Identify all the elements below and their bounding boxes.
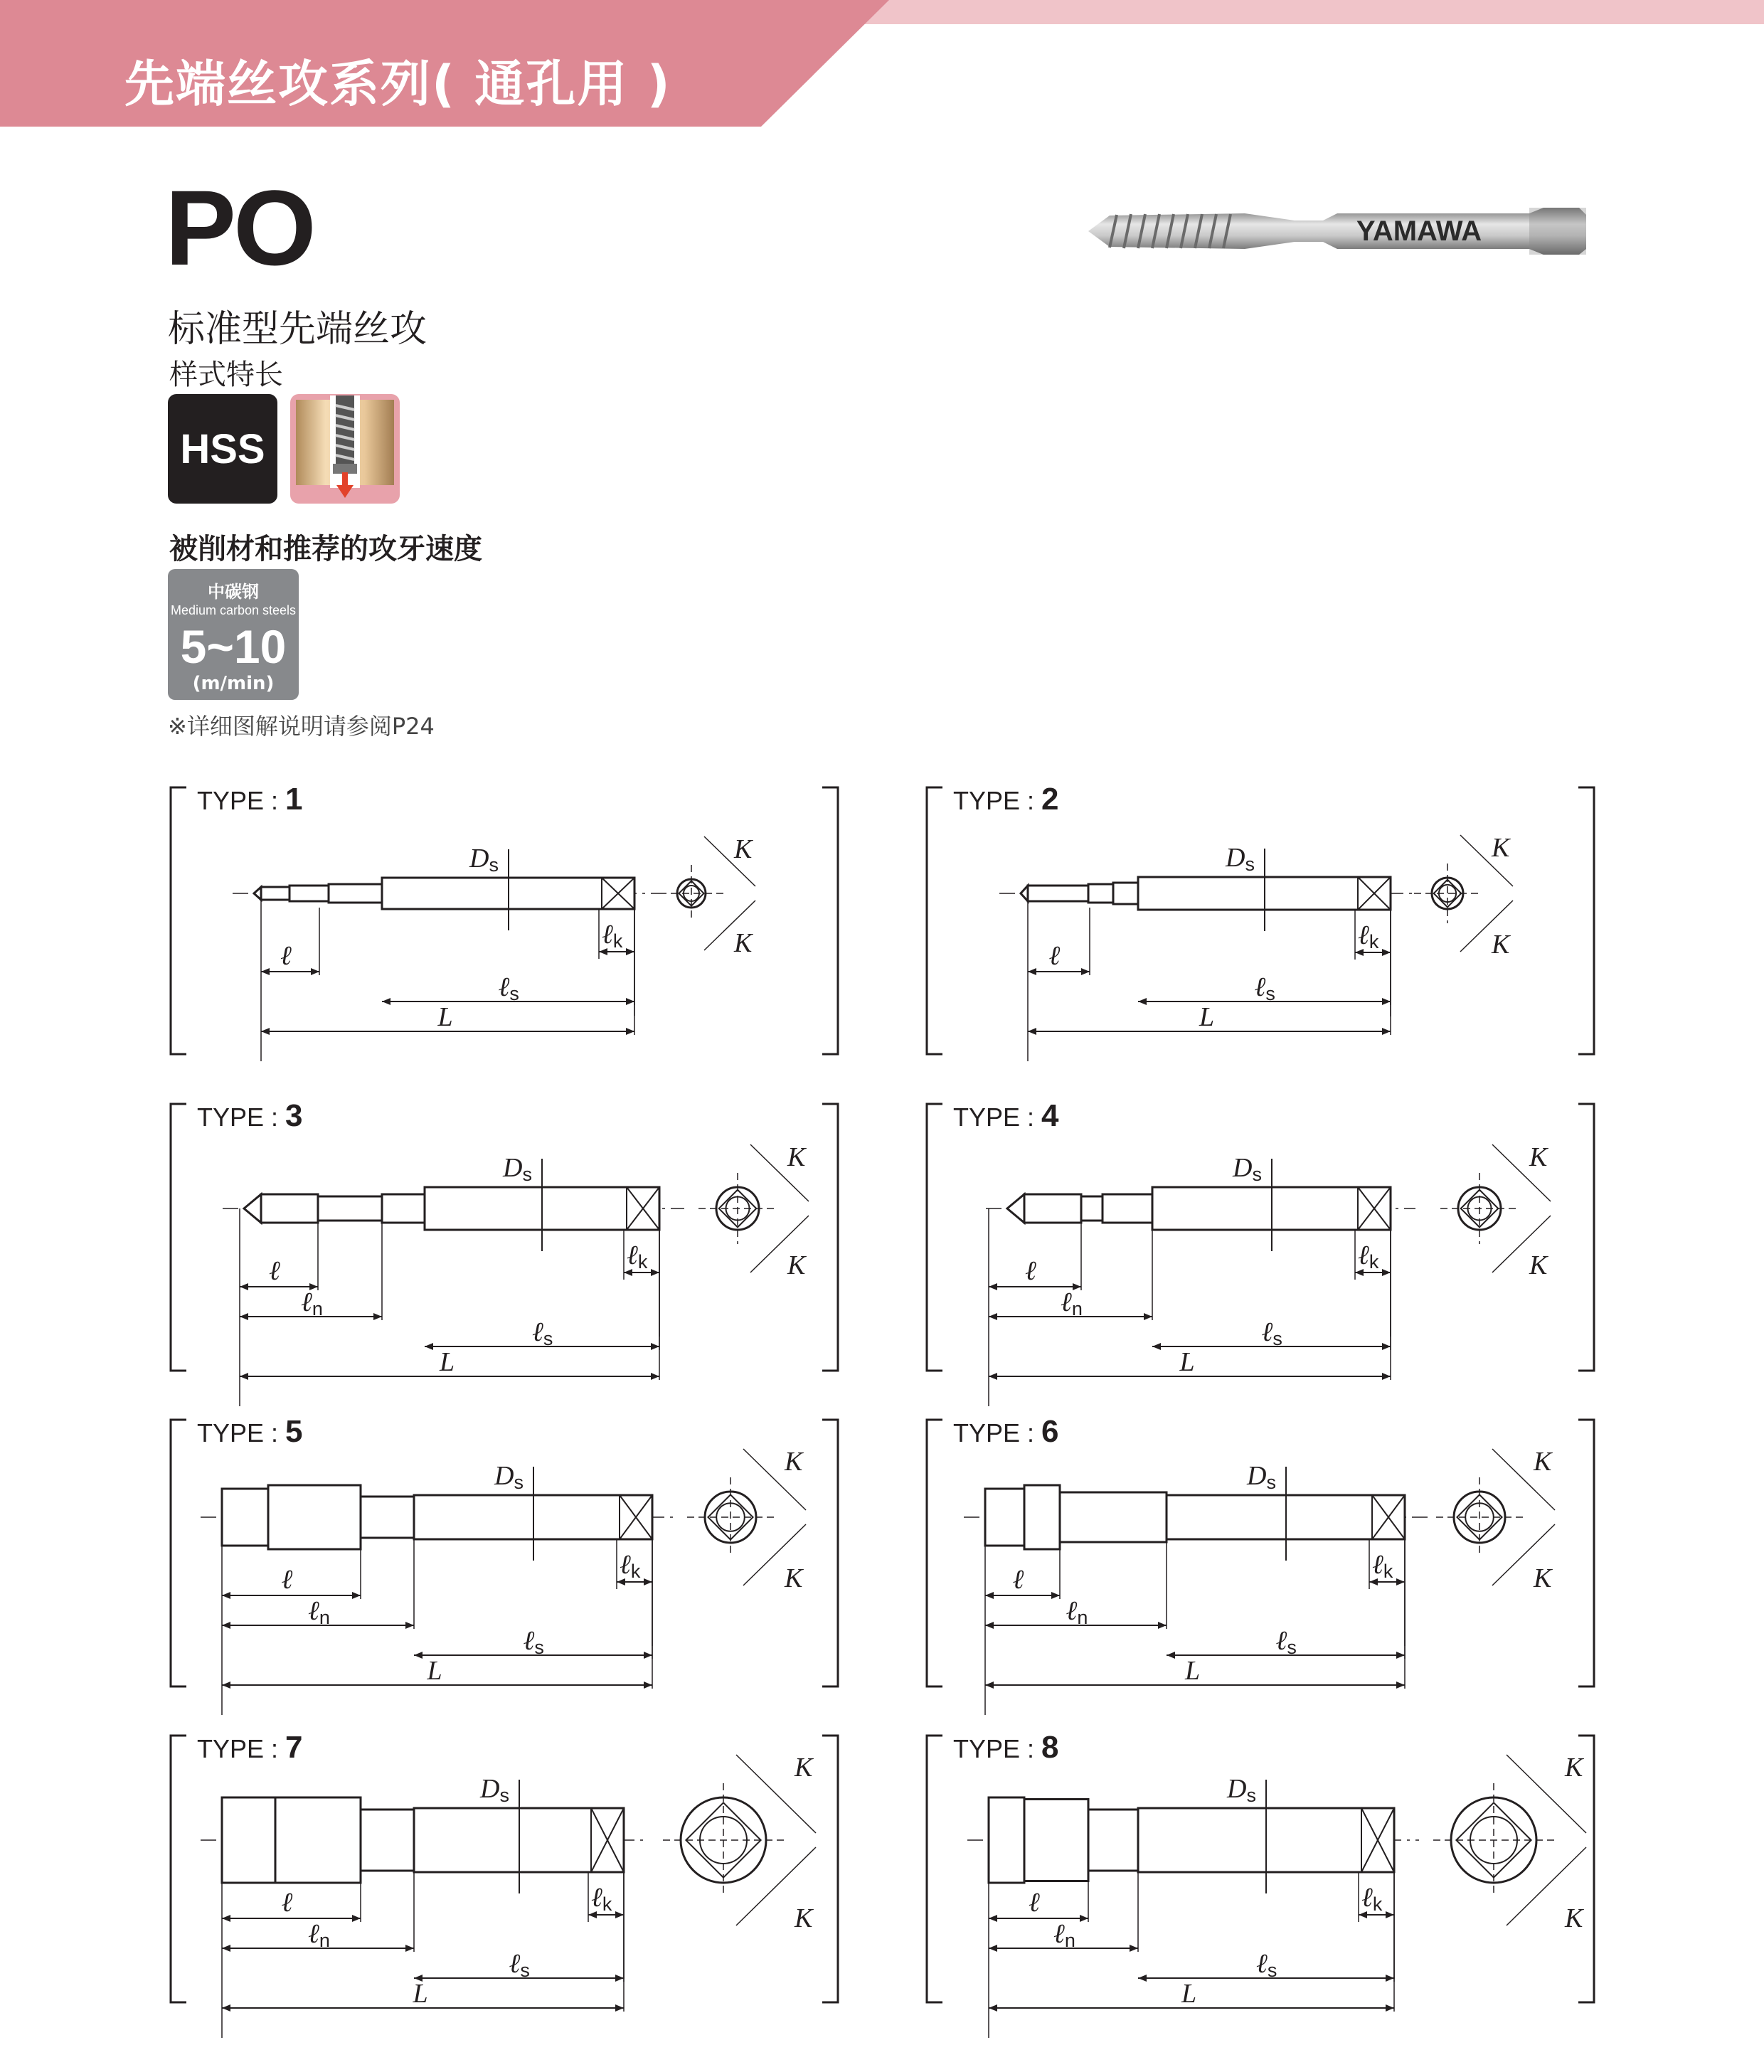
- spiral-point-chip-icon: [290, 394, 400, 504]
- type-panel-6: [925, 1414, 1596, 1688]
- dim-K-top: K: [734, 834, 753, 864]
- dim-K-top: K: [795, 1753, 813, 1783]
- dim-lk-label: ℓk: [1372, 1550, 1393, 1582]
- tap-end-view: [659, 834, 755, 958]
- dim-l-label: ℓ: [1025, 1256, 1036, 1286]
- dim-K-top: K: [785, 1447, 803, 1477]
- dim-ls-label: ℓs: [1275, 1626, 1297, 1658]
- dim-l-label: ℓ: [1048, 941, 1061, 971]
- tap-side-view: [244, 1187, 659, 1230]
- dim-ls-label: ℓs: [1256, 1949, 1277, 1981]
- dim-l-label: ℓ: [281, 1888, 293, 1918]
- dim-ln-label: ℓn: [308, 1919, 330, 1951]
- type-4-label: TYPE : 4: [953, 1098, 1059, 1133]
- dim-Ds: Ds: [1226, 843, 1255, 875]
- dim-K-bottom: K: [1492, 930, 1510, 960]
- type-6-drawing: [925, 1418, 1596, 1688]
- panel-bracket: [927, 1104, 1594, 1371]
- type-7-drawing: [169, 1733, 840, 2009]
- dim-Ds: Ds: [480, 1774, 509, 1806]
- tap-end-view: [663, 1753, 816, 1933]
- dim-ls-label: ℓs: [498, 972, 519, 1004]
- dim-Ds: Ds: [469, 844, 499, 876]
- dim-K-top: K: [1534, 1447, 1552, 1477]
- dim-lk-label: ℓk: [1361, 1883, 1383, 1915]
- dim-lk-label: ℓk: [1358, 1240, 1379, 1273]
- type-panel-1: [169, 782, 840, 1056]
- type-panel-7: [169, 1730, 840, 2009]
- panel-bracket: [171, 1104, 838, 1371]
- dim-l-label: ℓ: [281, 1565, 293, 1595]
- dim-ls-label: ℓs: [1261, 1317, 1282, 1349]
- type-6-label: TYPE : 6: [953, 1414, 1059, 1449]
- dim-K-bottom: K: [787, 1250, 806, 1280]
- tap-side-view: [222, 1485, 652, 1549]
- dim-ln-label: ℓn: [301, 1287, 323, 1319]
- dim-ls-label: ℓs: [532, 1317, 553, 1349]
- reference-note: ※详细图解说明请参阅P24: [168, 713, 435, 740]
- dim-K-bottom: K: [1534, 1563, 1552, 1593]
- speed-material-en: Medium carbon steels: [170, 603, 297, 617]
- type-8-label: TYPE : 8: [953, 1730, 1059, 1765]
- feature-heading: 样式特长: [169, 358, 283, 391]
- dim-lk-label: ℓk: [1358, 920, 1379, 952]
- type-panel-2: [925, 782, 1596, 1056]
- type-1-label: TYPE : 1: [197, 782, 303, 817]
- dim-L-label: L: [413, 1979, 428, 2009]
- speed-card: [168, 569, 299, 700]
- speed-unit: (m/min): [192, 673, 275, 694]
- tap-side-view: [989, 1797, 1394, 1883]
- type-5-drawing: [169, 1418, 840, 1688]
- panel-bracket: [927, 1420, 1594, 1686]
- type-3-drawing: [169, 1102, 840, 1377]
- tap-side-view: [1007, 1187, 1391, 1230]
- tap-end-view: [687, 1447, 806, 1593]
- dim-L-label: L: [427, 1656, 442, 1686]
- product-code: PO: [165, 168, 314, 287]
- tap-side-view: [985, 1485, 1405, 1549]
- tap-end-view: [1436, 1447, 1555, 1593]
- type-2-label: TYPE : 2: [953, 782, 1059, 817]
- type-4-drawing: [925, 1102, 1596, 1377]
- dim-l-label: ℓ: [1012, 1565, 1024, 1595]
- dim-L-label: L: [437, 1002, 453, 1032]
- dim-lk-label: ℓk: [591, 1883, 612, 1915]
- panel-bracket: [171, 787, 838, 1054]
- tap-end-view: [698, 1142, 809, 1280]
- type-panel-8: [925, 1730, 1596, 2009]
- dim-K-top: K: [1529, 1142, 1548, 1172]
- dim-Ds: Ds: [1233, 1153, 1262, 1185]
- dim-L-label: L: [1179, 1347, 1195, 1377]
- dim-lk-label: ℓk: [627, 1240, 648, 1273]
- dim-ln-label: ℓn: [1061, 1287, 1083, 1319]
- dim-K-bottom: K: [795, 1903, 813, 1933]
- tap-photo: [1088, 192, 1600, 270]
- dim-Ds: Ds: [494, 1461, 524, 1493]
- dim-ls-label: ℓs: [1254, 972, 1275, 1004]
- dim-Ds: Ds: [503, 1153, 532, 1185]
- material-speed-heading: 被削材和推荐的攻牙速度: [169, 533, 482, 565]
- dim-ls-label: ℓs: [523, 1626, 544, 1658]
- dim-lk-label: ℓk: [620, 1550, 641, 1582]
- dim-ln-label: ℓn: [1053, 1919, 1075, 1951]
- type-5-label: TYPE : 5: [197, 1414, 303, 1449]
- type-1-drawing: [169, 785, 840, 1056]
- dim-ls-label: ℓs: [509, 1949, 530, 1981]
- dim-K-bottom: K: [1529, 1250, 1548, 1280]
- speed-material-cn: 中碳钢: [208, 582, 259, 602]
- type-3-label: TYPE : 3: [197, 1098, 303, 1133]
- dim-K-bottom: K: [785, 1563, 803, 1593]
- dim-K-top: K: [787, 1142, 806, 1172]
- dim-K-top: K: [1492, 833, 1510, 863]
- tap-side-view: [222, 1797, 624, 1883]
- hss-badge: [168, 394, 277, 504]
- dim-L-label: L: [1181, 1979, 1197, 2009]
- type-7-label: TYPE : 7: [197, 1730, 303, 1765]
- dim-ln-label: ℓn: [308, 1596, 330, 1628]
- dim-ln-label: ℓn: [1066, 1596, 1088, 1628]
- product-name: 标准型先端丝攻: [168, 308, 427, 351]
- panel-bracket: [171, 1420, 838, 1686]
- speed-range: 5~10: [180, 620, 287, 673]
- tap-side-view: [254, 878, 634, 909]
- type-panel-4: [925, 1098, 1596, 1377]
- dim-Ds: Ds: [1247, 1461, 1276, 1493]
- type-panel-5: [169, 1414, 840, 1688]
- tap-end-view: [1433, 1753, 1586, 1933]
- dim-lk-label: ℓk: [602, 920, 623, 952]
- tap-photo-brand: YAMAWA: [1356, 216, 1482, 247]
- dim-l-label: ℓ: [1029, 1888, 1040, 1918]
- tap-side-view: [1021, 877, 1391, 910]
- type-panel-3: [169, 1098, 840, 1377]
- dim-l-label: ℓ: [280, 941, 292, 971]
- dim-K-bottom: K: [1565, 1903, 1583, 1933]
- type-2-drawing: [925, 785, 1596, 1056]
- tap-end-view: [1414, 833, 1513, 960]
- dim-L-label: L: [1185, 1656, 1201, 1686]
- page-title: 先端丝攻系列( 通孔用 ): [124, 55, 671, 113]
- dim-l-label: ℓ: [269, 1256, 280, 1286]
- hss-badge-label: HSS: [180, 425, 265, 472]
- dim-Ds: Ds: [1227, 1774, 1256, 1806]
- dim-K-top: K: [1565, 1753, 1583, 1783]
- tap-end-view: [1440, 1142, 1551, 1280]
- panel-bracket: [927, 787, 1594, 1054]
- type-8-drawing: [925, 1733, 1596, 2009]
- dim-L-label: L: [1199, 1002, 1215, 1032]
- dim-L-label: L: [440, 1347, 455, 1377]
- dim-K-bottom: K: [734, 928, 753, 958]
